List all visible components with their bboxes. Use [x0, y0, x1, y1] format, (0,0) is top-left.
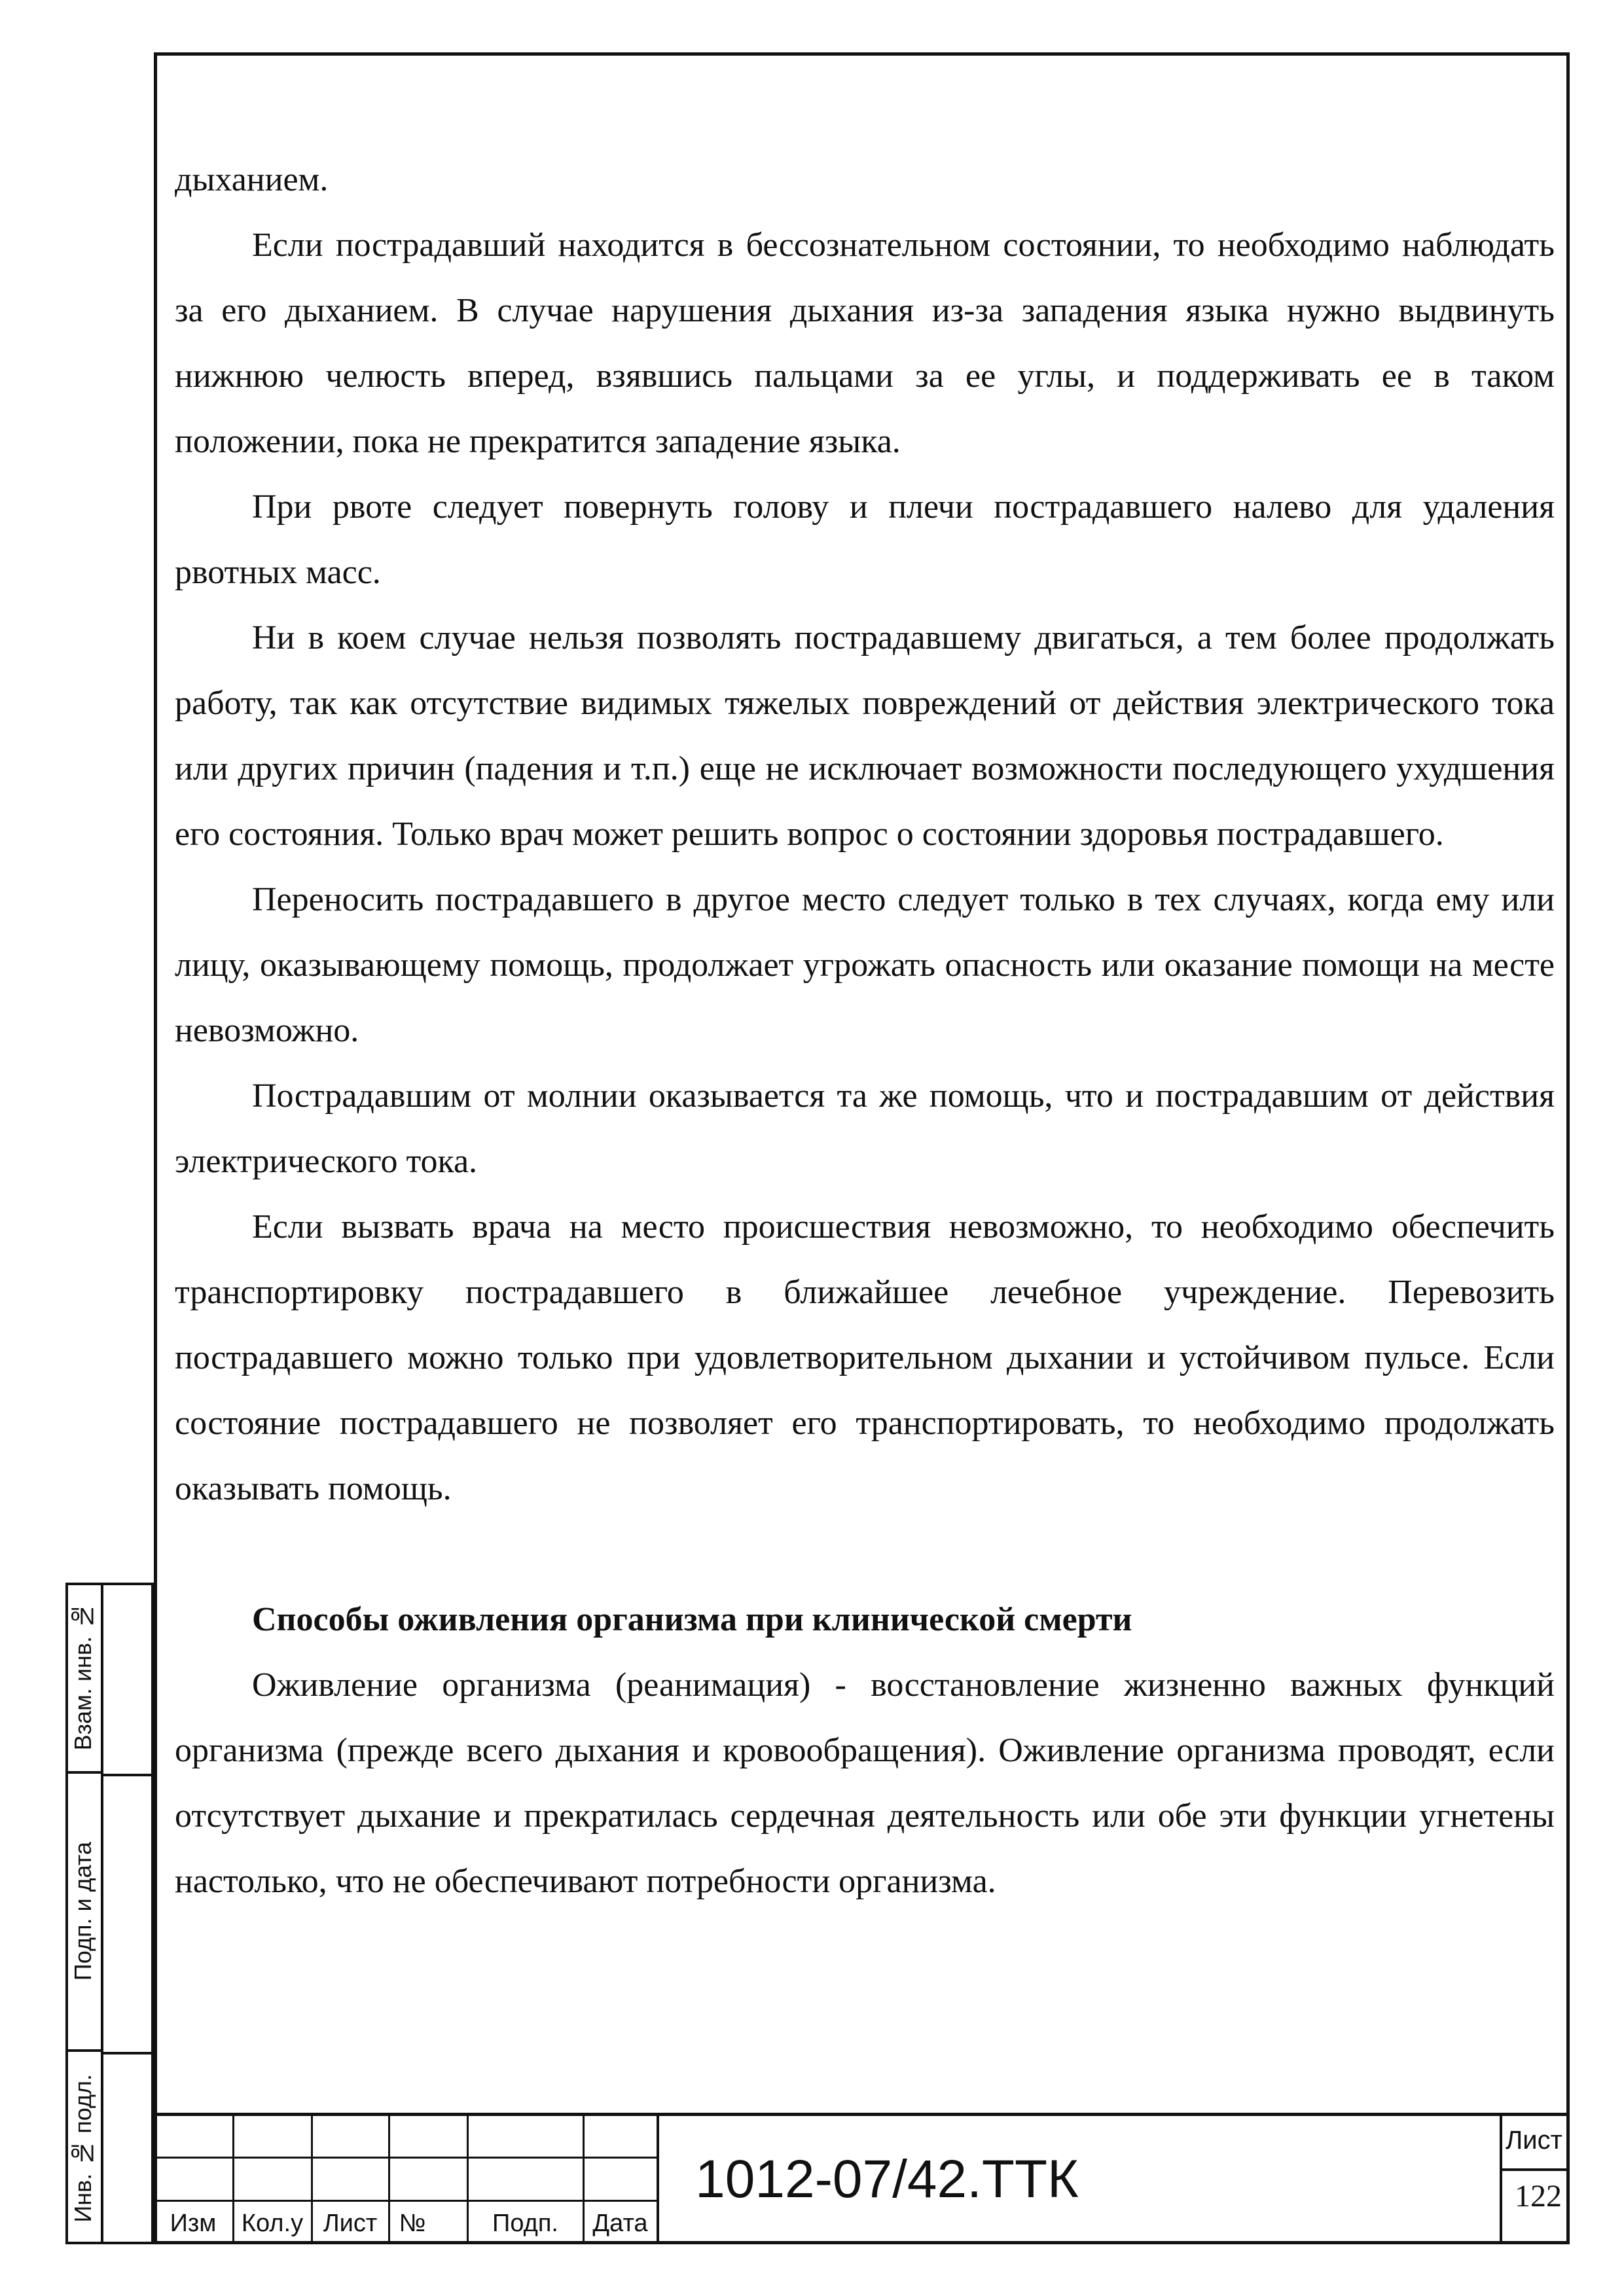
paragraph: Ни в коем случае нельзя позволять пострадавшему двигаться, а тем более продолжать работу, так как отсутствие видимых тяжелых повреждений от действия электрического тока или других причин (падения и т.п.) еще не исключает возможности последующего ухудшения его состояния. Только врач может решить вопрос о состоянии здоровья пострадавшего. — [175, 619, 1555, 853]
paragraph: Оживление организма (реанимация) - восстановление жизненно важных функций организма (прежде всего дыхания и кровообращения). Оживление организма проводят, если отсутствует дыхание и прекратилась сердечная деятельность или обе эти функции угнетены настолько, что не обеспечивают потребности организма. — [175, 1666, 1555, 1900]
document-code: 1012-07/42.ТТК — [695, 2149, 1079, 2209]
sidebar-cell-podp — [65, 1774, 103, 2052]
col-header-izm: Изм — [170, 2210, 217, 2237]
paragraph: дыханием. — [175, 161, 329, 198]
col-header-kolu: Кол.у — [241, 2210, 304, 2237]
sidebar-label-inv: Инв. № подл. — [69, 2073, 96, 2223]
title-block-top-line — [154, 2113, 1570, 2116]
paragraph: Пострадавшим от молнии оказывается та же помощь, что и пострадавшим от действия электрического тока. — [175, 1077, 1555, 1180]
sidebar-divider — [103, 1774, 154, 1776]
sidebar-label-vzam: Взам. инв. № — [69, 1603, 96, 1751]
sidebar-stamp — [65, 1583, 154, 2244]
document-body — [175, 147, 1555, 1914]
paragraph: Если пострадавший находится в бессознательном состоянии, то необходимо наблюдать за его дыханием. В случае нарушения дыхания из-за западения языка нужно выдвинуть нижнюю челюсть вперед, взявшись пальцами за ее углы, и поддерживать ее в таком положении, пока не прекратится западение языка. — [175, 226, 1555, 460]
col-header-list: Лист — [323, 2210, 378, 2237]
sidebar-divider — [103, 2052, 154, 2054]
col-header-number: № — [399, 2210, 426, 2237]
paragraph: Если вызвать врача на место происшествия невозможно, то необходимо обеспечить транспортировку пострадавшего в ближайшее лечебное учреждение. Перевозить пострадавшего можно только при удовлетворительном дыхании и устойчивом пульсе. Если состояние пострадавшего не позволяет его транспортировать, то необходимо продолжать оказывать помощь. — [175, 1208, 1555, 1507]
col-header-podp: Подп. — [492, 2210, 558, 2237]
section-heading: Способы оживления организма при клинической смерти — [252, 1601, 1132, 1638]
col-header-data: Дата — [592, 2210, 648, 2237]
paragraph: При рвоте следует повернуть голову и плечи пострадавшего налево для удаления рвотных масс. — [175, 488, 1555, 591]
title-block-col-line — [1500, 2113, 1502, 2244]
sidebar-label-podp: Подп. и дата — [69, 1842, 96, 1981]
sheet-number: 122 — [1515, 2179, 1562, 2214]
sidebar-cell-inv — [65, 2052, 103, 2244]
title-block — [154, 2113, 1570, 2244]
paragraph: Переносить пострадавшего в другое место следует только в тех случаях, когда ему или лицу, оказывающему помощь, продолжает угрожать опасность или оказание помощи на месте невозможно. — [175, 881, 1555, 1049]
sidebar-cell-vzam — [65, 1583, 103, 1774]
sheet-cell-divider — [1501, 2168, 1570, 2171]
sheet-label: Лист — [1506, 2126, 1562, 2155]
